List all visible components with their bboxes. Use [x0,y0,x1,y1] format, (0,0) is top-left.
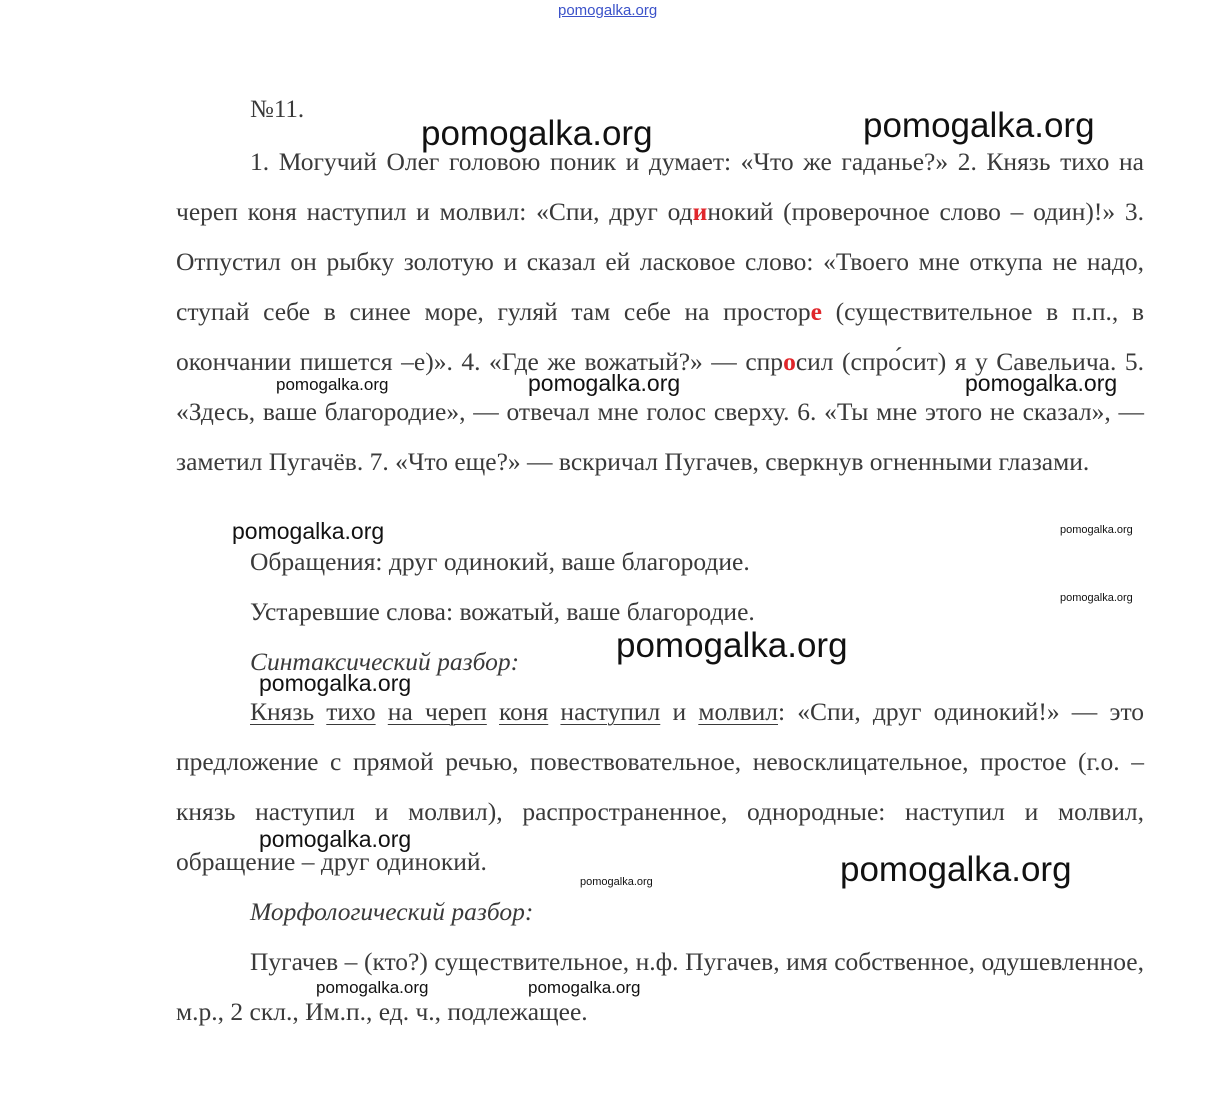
watermark: pomogalka.org [259,826,412,852]
morph-heading: Морфологический разбор: [250,897,534,926]
exercise-number: №11. [250,96,305,123]
watermark: pomogalka.org [580,876,653,888]
watermark: pomogalka.org [528,370,681,396]
watermark: pomogalka.org [232,518,385,544]
text-segment: (существительное в п.п., в окончании пишется –е)». 4. «Где же вожатый?» — спр [176,297,1144,376]
watermark: pomogalka.org [965,370,1118,396]
text-segment: нокий (проверочное слово – один)!» 3. Отпустил он рыбку золотую и сказал ей ласковое слово: «Твоего мне откупа не надо, ступай себе в синее море, гуляй там себе на простор [176,197,1144,326]
appeals-line: Обращения: друг одинокий, ваше благородие. [250,547,750,576]
syntax-heading: Синтаксический разбор: [250,647,520,676]
text-segment: 1. Могучий Олег головою поник и думает: «Что же гаданье?» 2. Князь тихо на череп коня наступил и молвил: «Спи, друг од [176,147,1144,226]
highlight-letter: о [783,347,796,376]
watermark: pomogalka.org [528,978,641,997]
watermark: pomogalka.org [616,626,848,665]
watermark: pomogalka.org [1060,592,1133,604]
watermark: pomogalka.org [421,114,653,153]
exercise-text [176,137,1144,487]
text-segment: : «Спи, друг одинокий!» — это предложение с прямой речью, повествовательное, невосклицательное, простое (г.о. – князь наступил и молвил), распространенное, однородные: наступил и молвил, обращение – друг одинокий. [176,697,1144,876]
archaic-words-line: Устаревшие слова: вожатый, ваше благородие. [250,597,755,626]
watermark: pomogalka.org [840,850,1072,889]
watermark: pomogalka.org [316,978,429,997]
site-link[interactable]: pomogalka.org [558,2,658,19]
highlight-letter: и [692,197,708,226]
predicate-word: молвил [698,697,778,726]
predicate-word: наступил [560,697,661,726]
object-word: коня [499,697,549,726]
conjunction: и [660,697,699,726]
watermark: pomogalka.org [863,106,1095,145]
morph-analysis: Пугачев – (кто?) существительное, н.ф. Пугачев, имя собственное, одушевленное, м.р., 2 скл., Им.п., ед. ч., подлежащее. [176,947,1144,1026]
subject-word: Князь [250,697,315,726]
watermark: pomogalka.org [259,670,412,696]
watermark: pomogalka.org [1060,524,1133,536]
text-segment: сил (спро́сит) я у Савельича. 5. «Здесь, ваше благородие», — отвечал мне голос сверху. 6. «Ты мне этого не сказал», — заметил Пугачёв. 7. «Что еще?» — вскричал Пугачев, сверкнув огненными глазами. [176,347,1145,476]
watermark: pomogalka.org [276,375,389,394]
highlight-letter: е [810,297,822,326]
adverbial-word: на череп [387,697,487,726]
adverbial-word: тихо [326,697,376,726]
